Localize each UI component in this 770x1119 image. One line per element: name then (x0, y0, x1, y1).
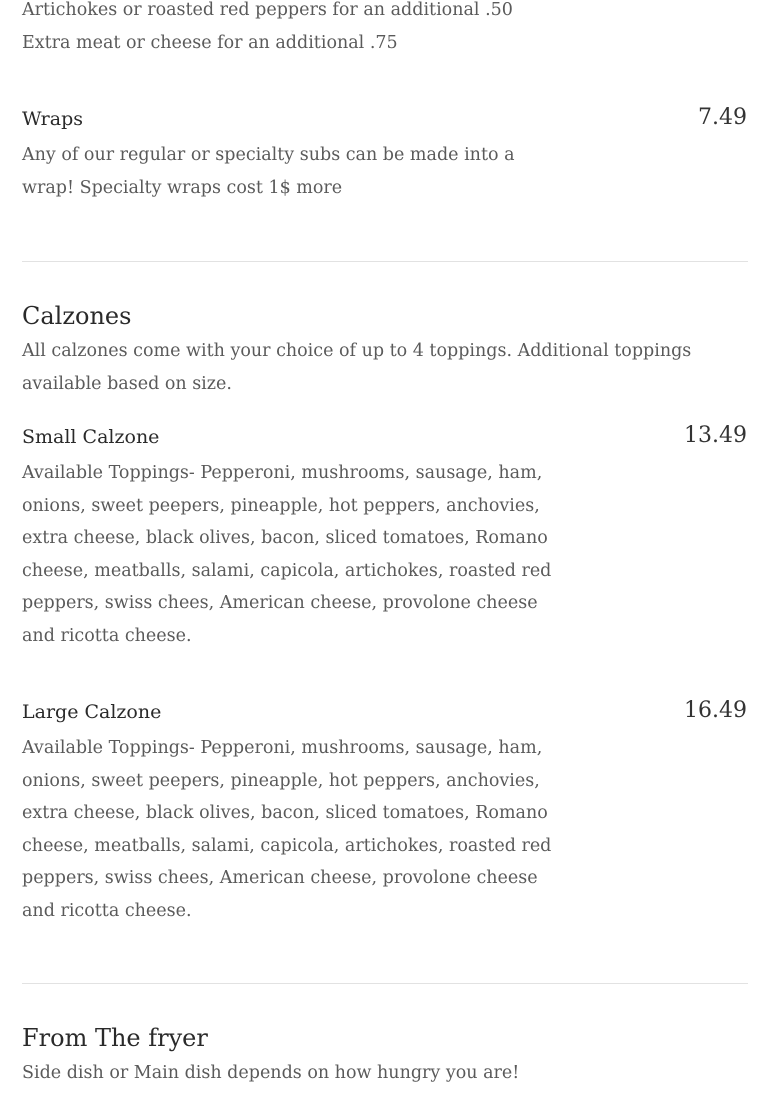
section-divider (22, 261, 748, 262)
section-title: Calzones (22, 302, 132, 330)
section-description: Side dish or Main dish depends on how hungry you are! (22, 1063, 520, 1083)
menu-item-name: Small Calzone (22, 426, 160, 448)
menu-item-price: 13.49 (684, 423, 747, 448)
menu-item-price: 7.49 (698, 105, 747, 130)
menu-item-description: Available Toppings- Pepperoni, mushrooms, sausage, ham, onions, sweet peepers, pineapple, hot peppers, anchovies, extra cheese, black olives, bacon, sliced tomatoes, Romano cheese, meatballs, salami, capicola, artichokes, roasted red peppers, swiss chees, American cheese, provolone cheese and ricotta cheese. (22, 738, 552, 921)
menu-item-name: Wraps (22, 108, 83, 130)
menu-item-name: Large Calzone (22, 701, 162, 723)
section-title: From The fryer (22, 1024, 208, 1052)
menu-item-price: 16.49 (684, 698, 747, 723)
section-description: All calzones come with your choice of up to 4 toppings. Additional toppings available based on size. (22, 341, 692, 394)
menu-item-description: Any of our regular or specialty subs can be made into a wrap! Specialty wraps cost 1$ more (22, 145, 515, 198)
prev-item-description: Artichokes or roasted red peppers for an additional .50 Extra meat or cheese for an additional .75 (22, 0, 513, 53)
section-divider (22, 983, 748, 984)
menu-item-description: Available Toppings- Pepperoni, mushrooms, sausage, ham, onions, sweet peepers, pineapple, hot peppers, anchovies, extra cheese, black olives, bacon, sliced tomatoes, Romano cheese, meatballs, salami, capicola, artichokes, roasted red peppers, swiss chees, American cheese, provolone cheese and ricotta cheese. (22, 463, 552, 646)
